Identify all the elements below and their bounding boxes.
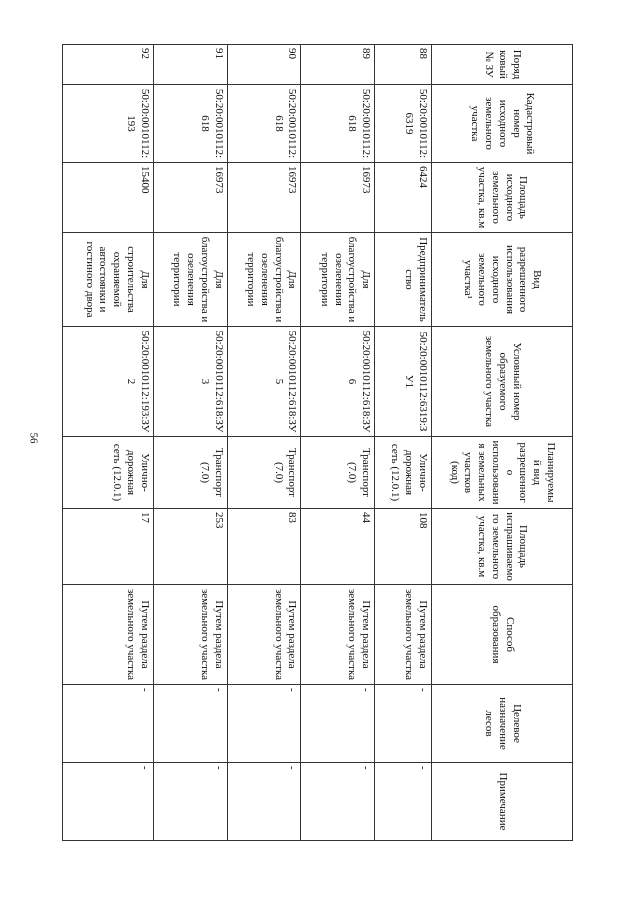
- table-cell: 6424: [375, 163, 432, 233]
- table-cell: 50:20:0010112:618: [227, 85, 301, 163]
- table-container: [62, 44, 573, 840]
- table-header-row: [432, 45, 573, 841]
- table-cell: Путем раздела земельного участка: [375, 585, 432, 685]
- table-cell: 50:20:0010112:618:ЗУ5: [227, 327, 301, 437]
- table-cell: Путем раздела земельного участка: [301, 585, 375, 685]
- table-cell: 88: [375, 45, 432, 85]
- table-cell: Транспорт (7.0): [301, 437, 375, 509]
- table-cell: 50:20:0010112:193: [63, 85, 154, 163]
- table-cell: 50:20:0010112:618: [301, 85, 375, 163]
- table-cell: Путем раздела земельного участка: [63, 585, 154, 685]
- header-cell: Порядковый № ЗУ: [432, 45, 573, 85]
- table-cell: 50:20:0010112:618:ЗУ3: [153, 327, 227, 437]
- table-cell: Предпринимательство: [375, 233, 432, 327]
- table-cell: Транспорт (7.0): [153, 437, 227, 509]
- table-cell: Для благоустройства и озеленения территории: [301, 233, 375, 327]
- table-cell: -: [375, 763, 432, 841]
- table-cell: -: [301, 685, 375, 763]
- table-cell: 17: [63, 509, 154, 585]
- table-cell: 91: [153, 45, 227, 85]
- table-cell: -: [227, 763, 301, 841]
- table-cell: 253: [153, 509, 227, 585]
- table-row: [301, 45, 375, 841]
- table-cell: 50:20:0010112:618:ЗУ6: [301, 327, 375, 437]
- header-cell: Вид разрешенного использования исходного земельного участка¹: [432, 233, 573, 327]
- header-cell: Планируемый вид разрешенного использования земельных участков (код): [432, 437, 573, 509]
- header-cell: Способ образования: [432, 585, 573, 685]
- table-cell: 15400: [63, 163, 154, 233]
- land-plots-table: [62, 44, 573, 841]
- table-cell: 90: [227, 45, 301, 85]
- table-cell: -: [375, 685, 432, 763]
- table-cell: Для строительства охраняемой автостоянки и гостиного двора: [63, 233, 154, 327]
- table-cell: -: [63, 685, 154, 763]
- header-cell: Площадь исходного земельного участка, кв.м: [432, 163, 573, 233]
- header-cell: Целевое назначение лесов: [432, 685, 573, 763]
- header-cell: Примечание: [432, 763, 573, 841]
- page-number: 56: [27, 432, 40, 444]
- table-cell: 16973: [153, 163, 227, 233]
- table-cell: -: [301, 763, 375, 841]
- table-cell: 92: [63, 45, 154, 85]
- table-cell: -: [153, 685, 227, 763]
- table-row: [153, 45, 227, 841]
- table-row: [375, 45, 432, 841]
- table-cell: -: [63, 763, 154, 841]
- table-cell: 83: [227, 509, 301, 585]
- table-cell: 50:20:0010112:618: [153, 85, 227, 163]
- table-cell: 50:20:0010112:193:ЗУ2: [63, 327, 154, 437]
- table-cell: 50:20:0010112:6319:ЗУ1: [375, 327, 432, 437]
- header-cell: Условный номер образуемого земельного участка: [432, 327, 573, 437]
- table-cell: Путем раздела земельного участка: [227, 585, 301, 685]
- table-cell: Улично-дорожная сеть (12.0.1): [63, 437, 154, 509]
- table-cell: Транспорт (7.0): [227, 437, 301, 509]
- table-cell: -: [227, 685, 301, 763]
- table-cell: 108: [375, 509, 432, 585]
- table-cell: 16973: [227, 163, 301, 233]
- table-row: [227, 45, 301, 841]
- table-cell: -: [153, 763, 227, 841]
- table-cell: 16973: [301, 163, 375, 233]
- table-row: [63, 45, 154, 841]
- table-cell: 44: [301, 509, 375, 585]
- table-cell: Для благоустройства и озеленения территории: [227, 233, 301, 327]
- header-cell: Площадь испрашиваемого земельного участка, кв.м: [432, 509, 573, 585]
- table-cell: 50:20:0010112:6319: [375, 85, 432, 163]
- table-cell: Улично-дорожная сеть (12.0.1): [375, 437, 432, 509]
- table-cell: 89: [301, 45, 375, 85]
- table-cell: Для благоустройства и озеленения территории: [153, 233, 227, 327]
- header-cell: Кадастровый номер исходного земельного участка: [432, 85, 573, 163]
- table-cell: Путем раздела земельного участка: [153, 585, 227, 685]
